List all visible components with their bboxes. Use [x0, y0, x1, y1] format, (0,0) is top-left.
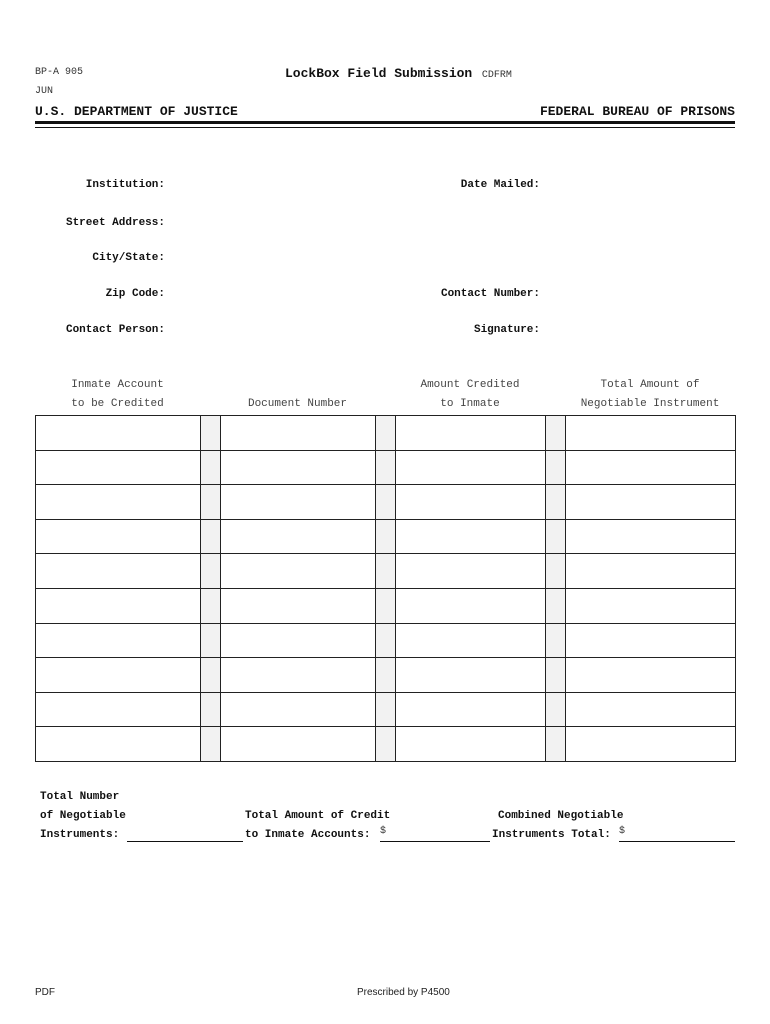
contact-number-label: Contact Number: — [440, 288, 540, 300]
inmate-account-cell[interactable] — [36, 416, 201, 451]
total-amount-cell[interactable] — [566, 485, 736, 520]
total-amount-cell[interactable] — [566, 658, 736, 693]
amount-credited-cell[interactable] — [396, 658, 546, 693]
header-rule-thin — [35, 127, 735, 128]
gap-cell — [546, 416, 566, 451]
gap-cell — [376, 623, 396, 658]
total-amount-cell[interactable] — [566, 727, 736, 762]
document-number-cell[interactable] — [221, 727, 376, 762]
col-header-total-amount-line1: Total Amount of — [600, 379, 700, 391]
amount-credited-cell[interactable] — [396, 485, 546, 520]
credit-total-label — [245, 807, 390, 845]
gap-cell — [376, 588, 396, 623]
table-row — [36, 416, 736, 451]
combined-total-line2: Instruments Total: — [492, 829, 611, 841]
table-row — [36, 588, 736, 623]
date-mailed-label: Date Mailed: — [460, 179, 540, 191]
credit-total-line1: Total Amount of Credit — [245, 810, 391, 822]
document-number-cell[interactable] — [221, 450, 376, 485]
total-amount-cell[interactable] — [566, 554, 736, 589]
combined-total-currency: $ — [619, 826, 626, 837]
gap-cell — [201, 554, 221, 589]
total-amount-cell[interactable] — [566, 588, 736, 623]
footer-left: PDF — [35, 987, 55, 998]
gap-cell — [546, 485, 566, 520]
credit-total-currency: $ — [380, 826, 387, 837]
table-row — [36, 692, 736, 727]
document-number-cell[interactable] — [221, 485, 376, 520]
gap-cell — [546, 450, 566, 485]
footer-center: Prescribed by P4500 — [357, 987, 450, 998]
department-name: U.S. DEPARTMENT OF JUSTICE — [35, 104, 238, 119]
gap-cell — [376, 727, 396, 762]
amount-credited-cell[interactable] — [396, 692, 546, 727]
col-header-total-amount-line2: Negotiable Instrument — [580, 398, 720, 410]
inmate-account-cell[interactable] — [36, 692, 201, 727]
col-header-amount-credited-line1: Amount Credited — [420, 379, 520, 391]
combined-total-label — [492, 807, 626, 845]
gap-cell — [546, 588, 566, 623]
form-date: JUN — [35, 86, 54, 97]
gap-cell — [376, 485, 396, 520]
col-header-inmate-account-line2: to be Credited — [71, 398, 164, 410]
gap-cell — [201, 588, 221, 623]
gap-cell — [376, 519, 396, 554]
zip-code-label: Zip Code: — [105, 288, 165, 300]
total-amount-cell[interactable] — [566, 416, 736, 451]
credit-total-line2: to Inmate Accounts: — [245, 829, 371, 841]
table-row — [36, 485, 736, 520]
gap-cell — [201, 727, 221, 762]
gap-cell — [546, 658, 566, 693]
contact-person-label: Contact Person: — [65, 324, 165, 336]
table-row — [36, 658, 736, 693]
institution-label: Institution: — [85, 179, 165, 191]
total-number-field[interactable] — [127, 828, 243, 842]
gap-cell — [376, 692, 396, 727]
combined-total-line1: Combined Negotiable — [498, 810, 624, 822]
table-row — [36, 554, 736, 589]
form-title — [285, 64, 512, 82]
bureau-name: FEDERAL BUREAU OF PRISONS — [539, 104, 735, 119]
gap-cell — [201, 519, 221, 554]
amount-credited-cell[interactable] — [396, 727, 546, 762]
amount-credited-cell[interactable] — [396, 450, 546, 485]
total-number-label — [40, 788, 126, 845]
col-header-inmate-account-line1: Inmate Account — [71, 379, 164, 391]
total-number-line3: Instruments: — [40, 829, 120, 841]
gap-cell — [201, 623, 221, 658]
amount-credited-cell[interactable] — [396, 416, 546, 451]
gap-cell — [201, 450, 221, 485]
table-row — [36, 623, 736, 658]
gap-cell — [201, 658, 221, 693]
document-number-cell[interactable] — [221, 588, 376, 623]
street-address-label: Street Address: — [65, 217, 165, 229]
table-row — [36, 519, 736, 554]
gap-cell — [376, 450, 396, 485]
gap-cell — [376, 416, 396, 451]
table-row — [36, 450, 736, 485]
gap-cell — [546, 727, 566, 762]
inmate-account-cell[interactable] — [36, 519, 201, 554]
signature-label: Signature: — [473, 324, 540, 336]
inmate-account-cell[interactable] — [36, 450, 201, 485]
credit-total-field[interactable] — [380, 828, 490, 842]
inmate-account-cell[interactable] — [36, 554, 201, 589]
total-amount-cell[interactable] — [566, 623, 736, 658]
total-amount-cell[interactable] — [566, 519, 736, 554]
gap-cell — [201, 485, 221, 520]
col-header-document-number: Document Number — [247, 398, 348, 410]
total-amount-cell[interactable] — [566, 450, 736, 485]
inmate-account-cell[interactable] — [36, 727, 201, 762]
gap-cell — [201, 692, 221, 727]
gap-cell — [376, 658, 396, 693]
inmate-account-cell[interactable] — [36, 623, 201, 658]
entry-table-body — [36, 416, 736, 762]
document-number-cell[interactable] — [221, 658, 376, 693]
gap-cell — [546, 692, 566, 727]
document-number-cell[interactable] — [221, 692, 376, 727]
gap-cell — [201, 416, 221, 451]
amount-credited-cell[interactable] — [396, 519, 546, 554]
inmate-account-cell[interactable] — [36, 658, 201, 693]
city-state-label: City/State: — [92, 252, 165, 264]
gap-cell — [376, 554, 396, 589]
total-number-line1: Total Number — [40, 791, 120, 803]
inmate-account-cell[interactable] — [36, 588, 201, 623]
form-title-text: LockBox Field Submission — [285, 66, 473, 81]
gap-cell — [546, 623, 566, 658]
col-header-amount-credited-line2: to Inmate — [440, 398, 500, 410]
table-row — [36, 727, 736, 762]
document-number-cell[interactable] — [221, 519, 376, 554]
amount-credited-cell[interactable] — [396, 623, 546, 658]
total-number-line2: of Negotiable — [40, 810, 126, 822]
col-header-inmate-account — [35, 376, 200, 414]
document-number-cell[interactable] — [221, 623, 376, 658]
form-code: BP-A 905 — [35, 67, 84, 78]
document-number-cell[interactable] — [221, 416, 376, 451]
gap-cell — [546, 554, 566, 589]
total-amount-cell[interactable] — [566, 692, 736, 727]
amount-credited-cell[interactable] — [396, 554, 546, 589]
amount-credited-cell[interactable] — [396, 588, 546, 623]
col-header-amount-credited — [395, 376, 545, 414]
entry-table — [35, 415, 736, 762]
gap-cell — [546, 519, 566, 554]
combined-total-field[interactable] — [619, 828, 735, 842]
form-title-suffix: CDFRM — [481, 70, 512, 81]
inmate-account-cell[interactable] — [36, 485, 201, 520]
document-number-cell[interactable] — [221, 554, 376, 589]
col-header-total-amount — [565, 376, 735, 414]
header-rule-thick — [35, 121, 735, 124]
